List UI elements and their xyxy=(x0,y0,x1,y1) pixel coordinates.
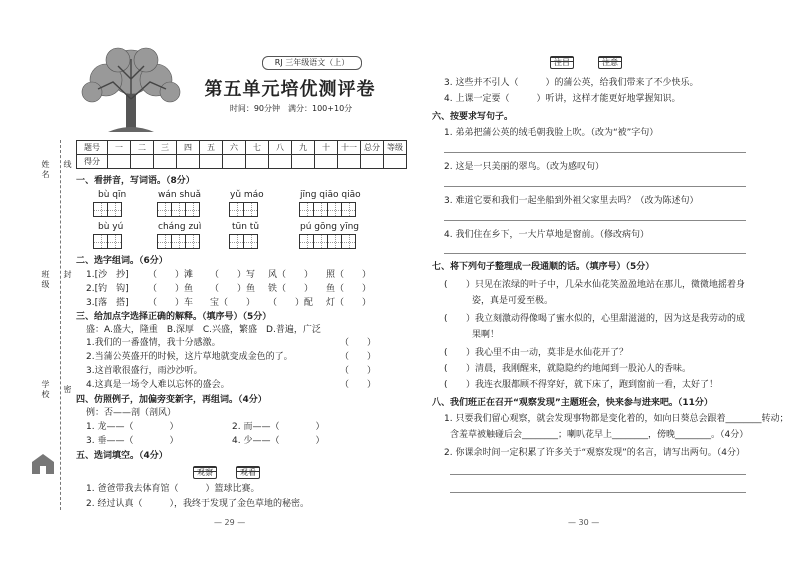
answer-line[interactable] xyxy=(444,152,746,153)
char-grid[interactable] xyxy=(94,234,122,249)
word-tag-zhumu: 注目 xyxy=(550,56,574,69)
q2-blank[interactable]: （ ）配 xyxy=(268,298,314,308)
score-cell[interactable] xyxy=(315,155,338,169)
q2-blank[interactable]: 风（ ） xyxy=(268,270,314,280)
q3-item: 1.我们的一番盛情，我十分感激。 xyxy=(86,338,221,348)
q2-blank[interactable]: （ ）鱼 xyxy=(210,284,256,294)
score-header-cell: 十一 xyxy=(338,141,361,155)
page-number-left: — 29 — xyxy=(214,518,246,527)
q7-blank[interactable]: ( xyxy=(444,348,448,358)
char-grid[interactable] xyxy=(300,234,356,249)
q2-blank[interactable]: （ ）鱼 xyxy=(148,284,194,294)
line-label: 线 xyxy=(63,160,72,170)
q7-item: ）只见在浓绿的叶子中，几朵水仙花笑盈盈地站在那儿，微微地摇着身 xyxy=(466,280,746,290)
pinyin-label: pú gōng yīng xyxy=(300,222,360,232)
q2-blank[interactable]: 照（ ） xyxy=(326,270,372,280)
mi-label: 密 xyxy=(63,385,72,395)
section-5-heading: 五、选词填空。（4分） xyxy=(76,451,168,461)
q7-blank[interactable]: ( xyxy=(444,380,448,390)
q4-item[interactable]: 2. 而——（ ） xyxy=(232,422,325,432)
char-grid[interactable] xyxy=(158,234,200,249)
q5-item: 4. 上课一定要（ ）听讲，这样才能更好地掌握知识。 xyxy=(444,94,681,104)
score-header-cell: 九 xyxy=(292,141,315,155)
name-label: 姓名 xyxy=(41,160,50,180)
section-4-heading: 四、仿照例子，加偏旁变新字，再组词。（4分） xyxy=(76,395,267,405)
q7-item-cont: 姿，真是可爱至极。 xyxy=(472,296,554,306)
q6-item: 3. 难道它要和我们一起坐船到外祖父家里去吗？（改为陈述句） xyxy=(444,196,699,206)
q8-item: 1. 只要我们留心观察，就会发现事物都是变化着的，如向日葵总会跟着________转动； xyxy=(444,414,789,424)
score-cell[interactable] xyxy=(154,155,177,169)
score-header-cell: 七 xyxy=(246,141,269,155)
answer-line[interactable] xyxy=(444,220,746,221)
pinyin-label: bù yú xyxy=(98,222,124,232)
q7-item-cont: 果啊！ xyxy=(472,330,500,340)
q2-blank[interactable]: （ ）写 xyxy=(210,270,256,280)
score-cell[interactable] xyxy=(384,155,407,169)
score-cell[interactable] xyxy=(292,155,315,169)
section-3-heading: 三、给加点字选择正确的解释。（填序号）（5分） xyxy=(76,312,272,322)
score-cell[interactable] xyxy=(131,155,154,169)
score-header-cell: 四 xyxy=(177,141,200,155)
score-table xyxy=(76,140,407,169)
q7-blank[interactable]: ( xyxy=(444,314,448,324)
q7-item: ）我连衣服都顾不得穿好，就下床了，跑到窗前一看，太好了！ xyxy=(466,380,719,390)
section-6-heading: 六、按要求写句子。 xyxy=(432,112,514,122)
q3-options: 盛：A.盛大，隆重 B.深厚 C.兴盛，繁盛 D.普遍，广泛 xyxy=(86,325,321,335)
section-8-heading: 八、我们班正在召开“观察发现”主题班会，快来参与进来吧。（11分） xyxy=(432,398,713,408)
char-grid[interactable] xyxy=(230,202,258,217)
score-header-cell: 八 xyxy=(269,141,292,155)
pinyin-label: wán shuǎ xyxy=(158,190,202,200)
tree-illustration xyxy=(68,44,196,136)
score-cell[interactable] xyxy=(338,155,361,169)
q2-row-2-chars: 2.[钓 钩] xyxy=(86,284,129,294)
answer-line[interactable] xyxy=(444,253,746,254)
answer-line[interactable] xyxy=(450,474,746,475)
q4-example: 例：否——剖（剖风） xyxy=(86,408,177,418)
score-cell[interactable] xyxy=(361,155,384,169)
q8-item-cont: 含羞草被触碰后会________；喇叭花早上________，傍晚________。（4分） xyxy=(450,430,749,440)
char-grid[interactable] xyxy=(230,234,258,249)
q6-item: 4. 我们住在乡下，一大片草地是窗前。（修改病句） xyxy=(444,230,649,240)
score-row-label: 得分 xyxy=(77,155,108,169)
q5-item: 1. 爸爸带我去体育馆（ ）篮球比赛。 xyxy=(86,484,260,494)
score-header-cell: 题号 xyxy=(77,141,108,155)
q2-blank[interactable]: 宝（ ） xyxy=(210,298,256,308)
q2-blank[interactable]: 鱼（ ） xyxy=(326,284,372,294)
q4-item[interactable]: 3. 垂——（ ） xyxy=(86,436,179,446)
page-title: 第五单元培优测评卷 xyxy=(204,79,376,100)
word-tag-guancha: 观察 xyxy=(193,466,217,479)
q3-answer-blank[interactable]: （ ） xyxy=(340,338,377,348)
q3-item: 4.这真是一场令人难以忘怀的盛会。 xyxy=(86,380,230,390)
q4-item[interactable]: 1. 龙——（ ） xyxy=(86,422,179,432)
q3-answer-blank[interactable]: （ ） xyxy=(340,352,377,362)
pinyin-label: yǔ máo xyxy=(230,190,264,200)
section-1-heading: 一、看拼音，写词语。（8分） xyxy=(76,176,195,186)
answer-line[interactable] xyxy=(450,492,746,493)
q4-item[interactable]: 4. 少——（ ） xyxy=(232,436,325,446)
answer-line[interactable] xyxy=(444,186,746,187)
score-header-cell: 五 xyxy=(200,141,223,155)
q2-blank[interactable]: （ ）滩 xyxy=(148,270,194,280)
char-grid[interactable] xyxy=(300,202,356,217)
char-grid[interactable] xyxy=(158,202,200,217)
word-tag-guankan: 观看 xyxy=(236,466,260,479)
q7-item: ）我心里不由一动，莫非是水仙花开了？ xyxy=(466,348,629,358)
exam-info: 时间：90分钟 满分：100+10分 xyxy=(229,104,353,113)
q2-blank[interactable]: 铁（ ） xyxy=(268,284,314,294)
q2-row-3-chars: 3.[落 搭] xyxy=(86,298,129,308)
class-label: 班级 xyxy=(41,270,50,290)
building-icon xyxy=(30,450,56,476)
q7-item: ）清晨，我刚醒来，就隐隐约约地闻到一股沁人的香味。 xyxy=(466,364,692,374)
q6-item: 2. 这是一只美丽的翠鸟。（改为感叹句） xyxy=(444,162,604,172)
page-number-right: — 30 — xyxy=(568,518,600,527)
pinyin-label: jīng qiāo qiāo xyxy=(300,190,361,200)
score-header-cell: 一 xyxy=(108,141,131,155)
q5-item: 2. 经过认真（ ），我终于发现了金色草地的秘密。 xyxy=(86,499,309,509)
q3-answer-blank[interactable]: （ ） xyxy=(340,366,377,376)
pinyin-label: cháng zuì xyxy=(158,222,202,232)
q7-blank[interactable]: ( xyxy=(444,364,448,374)
char-grid[interactable] xyxy=(94,202,122,217)
q3-item: 2.当蒲公英盛开的时候，这片草地就变成金色的了。 xyxy=(86,352,293,362)
binding-line xyxy=(60,140,61,510)
q8-item: 2. 你课余时间一定积累了许多关于“观察发现”的名言，请写出两句。（4分） xyxy=(444,448,746,458)
score-cell[interactable] xyxy=(269,155,292,169)
score-cell[interactable] xyxy=(200,155,223,169)
word-tag-zhuyi: 注意 xyxy=(598,56,622,69)
score-header-cell: 总分 xyxy=(361,141,384,155)
q2-blank[interactable]: 灯（ ） xyxy=(326,298,372,308)
section-7-heading: 七、将下列句子整理成一段通顺的话。（填序号）（5分） xyxy=(432,262,655,272)
score-header-cell: 十 xyxy=(315,141,338,155)
score-cell[interactable] xyxy=(177,155,200,169)
pinyin-label: tūn tǔ xyxy=(232,222,260,232)
score-cell[interactable] xyxy=(108,155,131,169)
score-header-cell: 六 xyxy=(223,141,246,155)
score-cell[interactable] xyxy=(246,155,269,169)
score-header-cell: 三 xyxy=(154,141,177,155)
pinyin-label: bù qīn xyxy=(98,190,127,200)
q6-item: 1. 弟弟把蒲公英的绒毛朝我脸上吹。（改为“被”字句） xyxy=(444,128,659,138)
q3-answer-blank[interactable]: （ ） xyxy=(340,380,377,390)
q5-item: 3. 这些并不引人（ ）的蒲公英，给我们带来了不少快乐。 xyxy=(444,78,699,88)
score-header-cell: 等级 xyxy=(384,141,407,155)
grade-badge: RJ 三年级语文（上） xyxy=(262,56,362,70)
seal-label: 封 xyxy=(63,270,72,280)
score-header-cell: 二 xyxy=(131,141,154,155)
section-2-heading: 二、选字组词。（6分） xyxy=(76,256,168,266)
q2-row-1-chars: 1.[沙 抄] xyxy=(86,270,129,280)
score-cell[interactable] xyxy=(223,155,246,169)
q3-item: 3.这首歌很盛行，雨沙沙听。 xyxy=(86,366,203,376)
q2-blank[interactable]: （ ）车 xyxy=(148,298,194,308)
school-label: 学校 xyxy=(41,380,50,400)
q7-blank[interactable]: ( xyxy=(444,280,448,290)
q7-item: ）我立刻激动得像喝了蜜水似的，心里甜滋滋的，因为这是我劳动的成 xyxy=(466,314,746,324)
